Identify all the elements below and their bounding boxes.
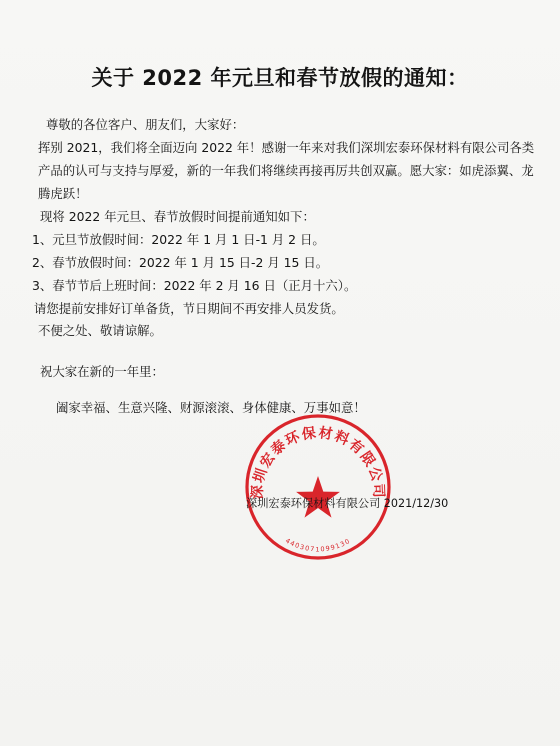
apology-line: 不便之处、敬请谅解。 <box>38 323 162 338</box>
schedule-item-1: 1、元旦节放假时间：2022 年 1 月 1 日-1 月 2 日。 <box>32 232 325 247</box>
greeting: 尊敬的各位客户、朋友们，大家好： <box>46 117 245 132</box>
notice-title: 关于 2022 年元旦和春节放假的通知： <box>91 66 469 90</box>
schedule-item-2: 2、春节放假时间：2022 年 1 月 15 日-2 月 15 日。 <box>32 255 329 270</box>
intro-line-1: 挥别 2021，我们将全面迈向 2022 年！感谢一年来对我们深圳宏泰环保材料有限公司各类 <box>38 140 535 155</box>
wish-intro: 祝大家在新的一年里： <box>40 364 164 379</box>
schedule-intro: 现将 2022 年元旦、春节放假时间提前通知如下： <box>40 209 315 224</box>
seal-number: 4403071099130 <box>284 536 352 554</box>
reminder-line: 请您提前安排好订单备货，节日期间不再安排人员发货。 <box>34 301 344 316</box>
seal-arc-text: 深圳宏泰环保材料有限公司 <box>249 425 387 500</box>
svg-text:4403071099130 <box>284 537 352 554</box>
schedule-item-3: 3、春节节后上班时间：2022 年 2 月 16 日（正月十六）。 <box>32 278 357 293</box>
signature-line: 深圳宏泰环保材料有限公司 2021/12/30 <box>246 497 449 510</box>
intro-line-3: 腾虎跃！ <box>38 186 88 201</box>
company-seal <box>243 412 393 562</box>
intro-line-2: 产品的认可与支持与厚爱，新的一年我们将继续再接再厉共创双赢。愿大家：如虎添翼、龙 <box>38 163 534 178</box>
wish-line: 阖家幸福、生意兴隆、财源滚滚、身体健康、万事如意！ <box>56 400 366 415</box>
